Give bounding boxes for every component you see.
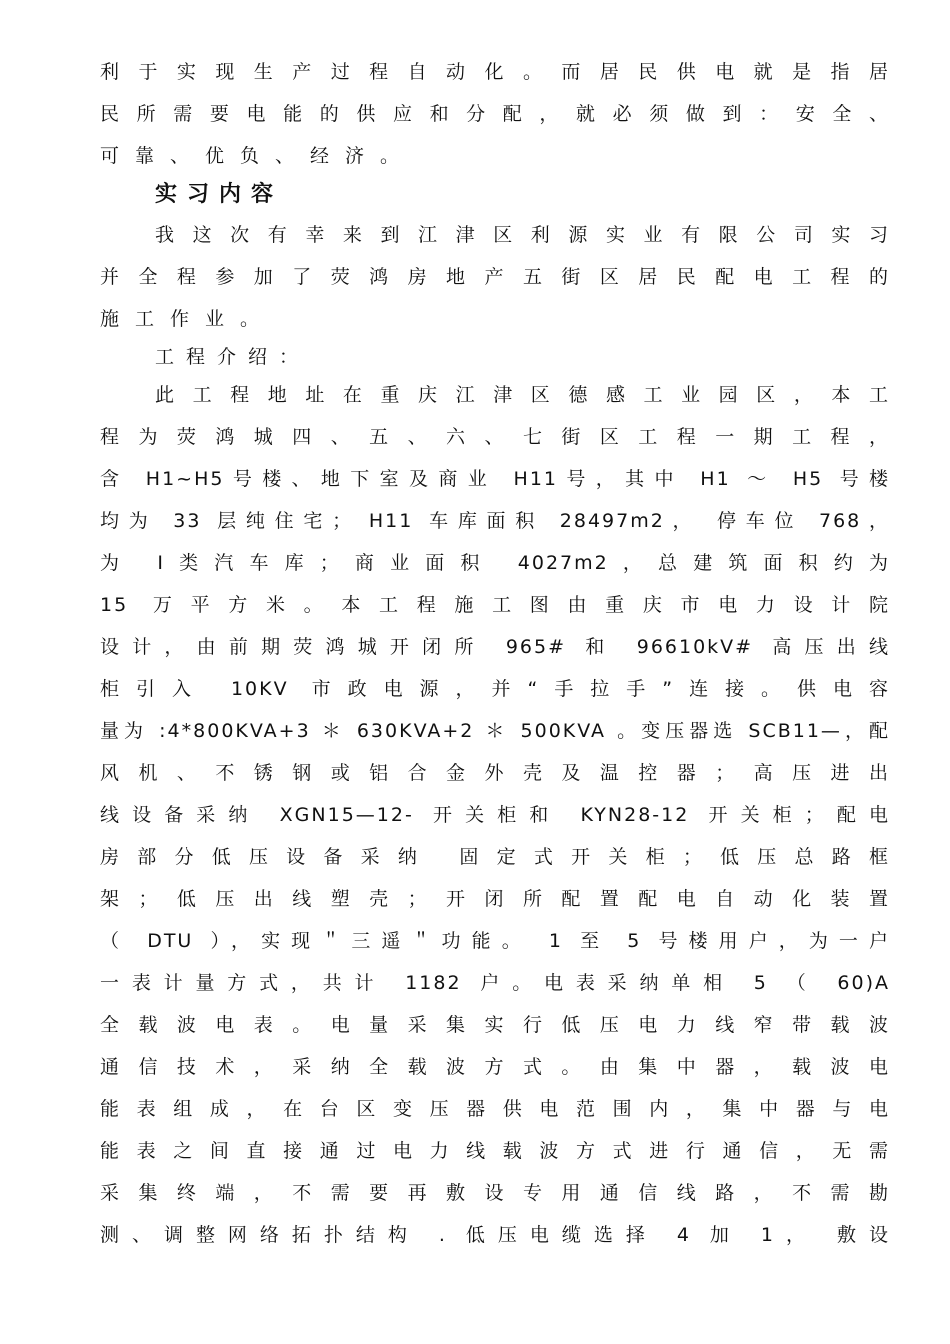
text-line: 能表组成，在台区变压器供电范围内，集中器与电 <box>100 1098 890 1120</box>
text-line: 程为荧鸿城四、五、六、七街区工程一期工程， <box>100 426 890 448</box>
text-line: 为 Ⅰ类汽车库；商业面积 4027m2，总建筑面积约为 <box>100 552 890 574</box>
text-line: 含 H1~H5号楼、地下室及商业 H11号，其中 H1 ～ H5 号楼 <box>100 468 890 490</box>
text-line: 此工程地址在重庆江津区德感工业园区，本工 <box>155 384 890 406</box>
text-line: 15 万平方米。本工程施工图由重庆市电力设计院 <box>100 594 890 616</box>
text-line: 测、调整网络拓扑结构 . 低压电缆选择 4 加 1， 敷设 <box>100 1224 890 1246</box>
text-line: （ DTU ），实现＂三遥＂功能。 1 至 5 号楼用户，为一户 <box>100 930 890 952</box>
text-line: 并全程参加了荧鸿房地产五街区居民配电工程的 <box>100 266 890 288</box>
text-line: 房部分低压设备采纳 固定式开关柜；低压总路框 <box>100 846 890 868</box>
text-line: 通信技术，采纳全载波方式。由集中器，载波电 <box>100 1056 890 1078</box>
section-heading: 实习内容 <box>155 181 284 207</box>
text-line: 一表计量方式，共计 1182 户。电表采纳单相 5 （ 60)A <box>100 972 890 994</box>
text-line: 线设备采纳 XGN15—12- 开关柜和 KYN28-12 开关柜；配电 <box>100 804 890 826</box>
text-line: 架；低压出线塑壳；开闭所配置配电自动化装置 <box>100 888 890 910</box>
text-line: 全载波电表。电量采集实行低压电力线窄带载波 <box>100 1014 890 1036</box>
text-line: 利于实现生产过程自动化。而居民供电就是指居 <box>100 61 890 83</box>
text-line: 量为 :4*800KVA+3 ＊ 630KVA+2 ＊ 500KVA 。变压器选 SCB11—，配 <box>100 720 890 742</box>
text-line: 施工作业。 <box>100 308 276 330</box>
text-line: 采集终端，不需要再敷设专用通信线路，不需勘 <box>100 1182 890 1204</box>
subsection-heading: 工程介绍： <box>155 346 311 368</box>
text-line: 均为 33 层纯住宅； H11 车库面积 28497m2， 停车位 768， <box>100 510 890 532</box>
text-line: 柜引入 10KV 市政电源，并“手拉手”连接。供电容 <box>100 678 890 700</box>
text-line: 能表之间直接通过电力线载波方式进行通信，无需 <box>100 1140 890 1162</box>
text-line: 风机、不锈钢或铝合金外壳及温控器；高压进出 <box>100 762 890 784</box>
text-line: 设计，由前期荧鸿城开闭所 965# 和 96610kV# 高压出线 <box>100 636 890 658</box>
text-line: 可靠、优负、经济。 <box>100 145 416 167</box>
text-line: 民所需要电能的供应和分配，就必须做到：安全、 <box>100 103 890 125</box>
text-line: 我这次有幸来到江津区利源实业有限公司实习 <box>155 224 890 246</box>
